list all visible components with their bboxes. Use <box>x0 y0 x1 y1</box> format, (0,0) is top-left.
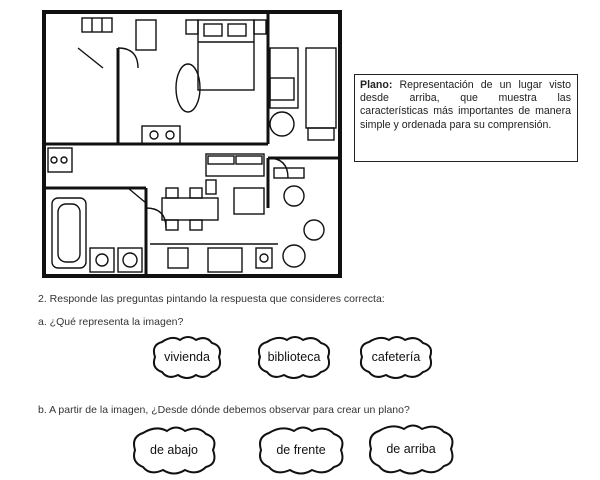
option-label: de frente <box>276 443 326 457</box>
answer-a-option-vivienda[interactable] <box>150 334 224 380</box>
definition-text: Representación de un lugar visto desde arriba, que muestra las características más importantes de manera simple y ordenada para su comprensión. <box>360 79 571 131</box>
answer-a-option-biblioteca[interactable] <box>255 334 333 380</box>
option-label: de arriba <box>386 442 436 456</box>
option-label: de abajo <box>150 443 198 457</box>
option-label: biblioteca <box>267 350 321 364</box>
option-label: cafetería <box>371 350 421 364</box>
answer-b-option-de-abajo[interactable] <box>130 424 218 476</box>
definition-term: Plano: <box>360 79 393 91</box>
option-label: vivienda <box>164 350 210 364</box>
definition-box <box>354 74 578 162</box>
answer-a-option-cafeteria[interactable] <box>357 334 435 380</box>
question-a-prompt: a. ¿Qué representa la imagen? <box>38 316 184 328</box>
questions-instruction: 2. Responde las preguntas pintando la respuesta que consideres correcta: <box>38 293 385 305</box>
floor-plan-image <box>38 8 348 280</box>
answer-b-option-de-frente[interactable] <box>256 424 346 476</box>
answer-b-option-de-arriba[interactable] <box>366 422 456 476</box>
question-b-prompt: b. A partir de la imagen, ¿Desde dónde debemos observar para crear un plano? <box>38 404 410 416</box>
